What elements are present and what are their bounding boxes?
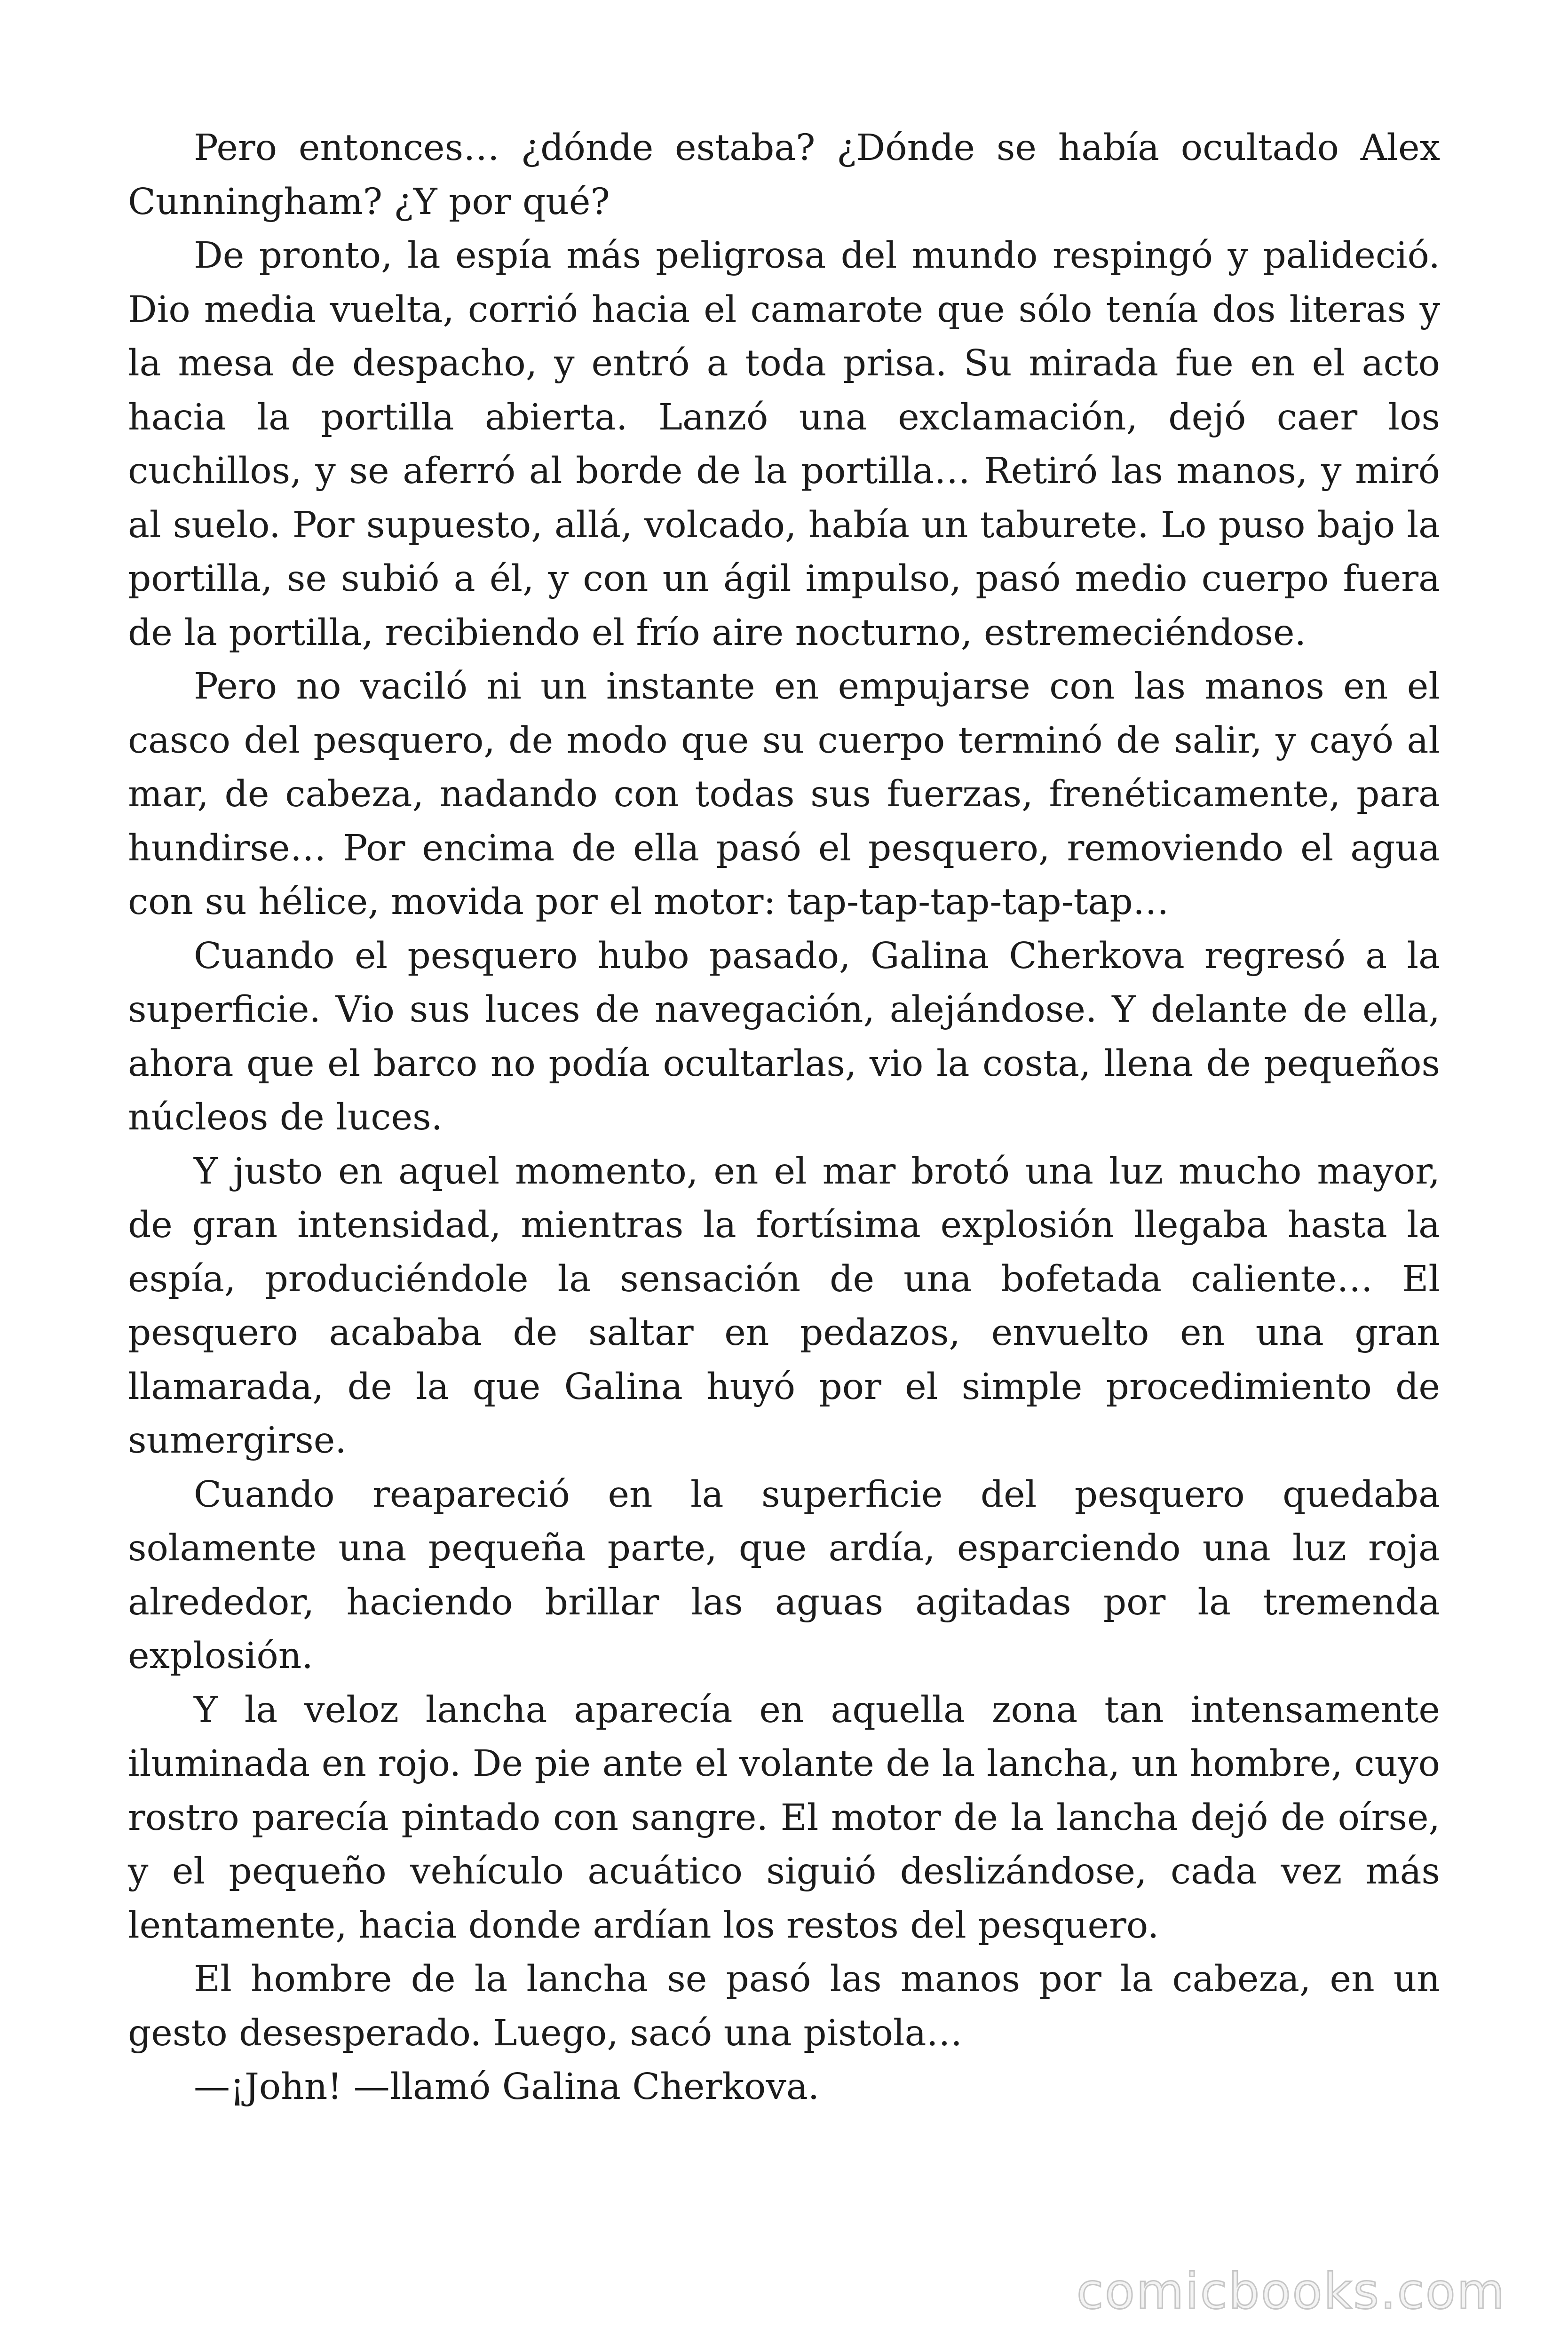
paragraph: De pronto, la espía más peligrosa del mundo respingó y palideció. Dio media vuelta, corrió hacia el camarote que sólo tenía dos literas y la mesa de despacho, y entró a toda prisa. Su mirada fue en el acto hacia la portilla abierta. Lanzó una exclamación, dejó caer los cuchillos, y se aferró al borde de la portilla… Retiró las manos, y miró al suelo. Por supuesto, allá, volcado, había un taburete. Lo puso bajo la portilla, se subió a él, y con un ágil impulso, pasó medio cuerpo fuera de la portilla, recibiendo el frío aire nocturno, estremeciéndose.: [128, 235, 1440, 654]
paragraph: Y la veloz lancha aparecía en aquella zona tan intensamente iluminada en rojo. De pie ante el volante de la lancha, un hombre, cuyo rostro parecía pintado con sangre. El motor de la lancha dejó de oírse, y el pequeño vehículo acuático siguió deslizándose, cada vez más lentamente, hacia donde ardían los restos del pesquero.: [128, 1689, 1440, 1947]
paragraph: Pero no vaciló ni un instante en empujarse con las manos en el casco del pesquero, de modo que su cuerpo terminó de salir, y cayó al mar, de cabeza, nadando con todas sus fuerzas, frenéticamente, para hundirse… Por encima de ella pasó el pesquero, removiendo el agua con su hélice, movida por el motor: tap-tap-tap-tap-tap…: [128, 666, 1440, 923]
paragraph: El hombre de la lancha se pasó las manos por la cabeza, en un gesto desesperado. Luego, sacó una pistola…: [128, 1958, 1440, 2054]
paragraph: —¡John! —llamó Galina Cherkova.: [194, 2066, 820, 2108]
paragraph: Pero entonces… ¿dónde estaba? ¿Dónde se había ocultado Alex Cunningham? ¿Y por qué?: [128, 127, 1440, 223]
paragraph: Y justo en aquel momento, en el mar brotó una luz mucho mayor, de gran intensidad, mientras la fortísima explosión llegaba hasta la espía, produciéndole la sensación de una bofetada caliente… El pesquero acababa de saltar en pedazos, envuelto en una gran llamarada, de la que Galina huyó por el simple procedimiento de sumergirse.: [128, 1150, 1440, 1462]
watermark: comicbooks.com: [1076, 2263, 1506, 2320]
paragraph: Cuando reapareció en la superficie del pesquero quedaba solamente una pequeña parte, que ardía, esparciendo una luz roja alrededor, haciendo brillar las aguas agitadas por la tremenda explosión.: [128, 1473, 1440, 1677]
page-text-body: [128, 121, 1440, 2114]
paragraph: Cuando el pesquero hubo pasado, Galina Cherkova regresó a la superficie. Vio sus luces de navegación, alejándose. Y delante de ella, ahora que el barco no podía ocultarlas, vio la costa, llena de pequeños núcleos de luces.: [128, 935, 1440, 1138]
